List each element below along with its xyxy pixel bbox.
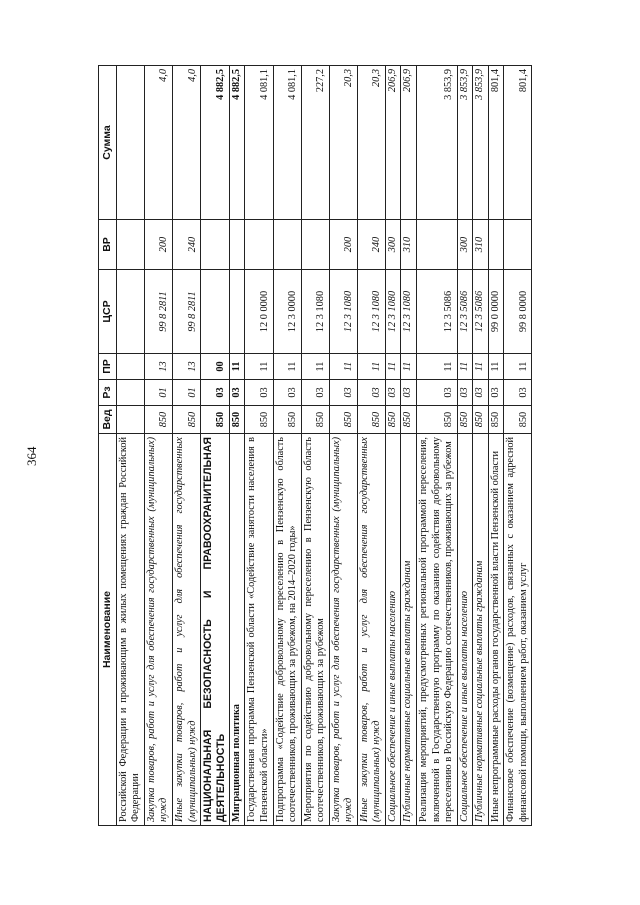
table-cell-ved: 850 [329, 406, 357, 434]
table-cell-pr [116, 354, 144, 380]
table-cell-sum: 4 081,1 [245, 66, 273, 220]
table-cell-ved: 850 [473, 406, 489, 434]
table-cell-csr: 12 3 5086 [417, 270, 458, 354]
table-cell-csr: 12 3 5086 [473, 270, 489, 354]
table-cell-ved: 850 [245, 406, 273, 434]
table-cell-rz: 01 [144, 380, 172, 406]
table-cell-rz: 03 [504, 380, 532, 406]
table-row [385, 66, 401, 826]
table-cell-ved: 850 [172, 406, 200, 434]
table-cell-name: Российской Федерации и проживающим в жилых помещениях граждан Российской Федерации [116, 434, 144, 826]
table-cell-rz: 03 [417, 380, 458, 406]
table-cell-ved: 850 [417, 406, 458, 434]
table-cell-rz: 03 [488, 380, 504, 406]
table-cell-name: Социальное обеспечение и иные выплаты населению [457, 434, 473, 826]
table-cell-pr: 11 [357, 354, 385, 380]
table-cell-csr [201, 270, 230, 354]
table-cell-sum: 20,3 [329, 66, 357, 220]
table-cell-ved: 850 [357, 406, 385, 434]
table-cell-vr: 200 [329, 220, 357, 270]
table-cell-sum: 4 882,5 [201, 66, 230, 220]
table-cell-csr: 12 0 0000 [245, 270, 273, 354]
table-cell-csr: 12 3 1080 [301, 270, 329, 354]
table-row [144, 66, 172, 826]
table-cell-vr: 240 [172, 220, 200, 270]
table-cell-ved: 850 [457, 406, 473, 434]
table-cell-vr: 300 [385, 220, 401, 270]
table-row [473, 66, 489, 826]
table-cell-rz [116, 380, 144, 406]
table-cell-sum: 4,0 [144, 66, 172, 220]
header-pr: ПР [99, 354, 117, 380]
table-cell-name: Иные непрограммные расходы органов государственной власти Пензенской области [488, 434, 504, 826]
table-cell-vr [245, 220, 273, 270]
table-cell-name: Подпрограмма «Содействие добровольному переселению в Пензенскую область соотечественников, проживающих за рубежом, на 2014–2020 годы» [273, 434, 301, 826]
table-cell-csr: 12 3 0000 [273, 270, 301, 354]
table-cell-ved: 850 [273, 406, 301, 434]
table-cell-ved: 850 [385, 406, 401, 434]
table-cell-name: Государственная программа Пензенской области «Содействие занятости населения в Пензенской области» [245, 434, 273, 826]
table-cell-vr: 300 [457, 220, 473, 270]
table-cell-rz: 03 [457, 380, 473, 406]
table-cell-ved: 850 [401, 406, 417, 434]
table-cell-sum: 206,9 [401, 66, 417, 220]
table-cell-rz: 03 [301, 380, 329, 406]
table-row [488, 66, 504, 826]
table-row [116, 66, 144, 826]
table-cell-ved: 850 [144, 406, 172, 434]
table-cell-csr: 12 3 1080 [385, 270, 401, 354]
table-cell-sum [116, 66, 144, 220]
table-cell-name: Миграционная политика [229, 434, 245, 826]
table-cell-pr: 11 [473, 354, 489, 380]
table-cell-csr: 12 3 1080 [329, 270, 357, 354]
table-cell-csr: 99 0 0000 [488, 270, 504, 354]
table-cell-pr: 11 [504, 354, 532, 380]
table-cell-name: Социальное обеспечение и иные выплаты населению [385, 434, 401, 826]
table-cell-csr [116, 270, 144, 354]
table-cell-sum: 3 853,9 [473, 66, 489, 220]
table-cell-sum: 4,0 [172, 66, 200, 220]
table-cell-ved [116, 406, 144, 434]
table-cell-csr: 12 3 1080 [357, 270, 385, 354]
table-cell-rz: 03 [401, 380, 417, 406]
table-cell-pr: 11 [229, 354, 245, 380]
table-cell-csr: 99 8 0000 [504, 270, 532, 354]
table-cell-csr [229, 270, 245, 354]
table-cell-sum: 4 081,1 [273, 66, 301, 220]
table-cell-sum: 4 882,5 [229, 66, 245, 220]
table-cell-vr: 310 [401, 220, 417, 270]
header-name: Наименование [99, 434, 117, 826]
table-cell-csr: 99 8 2811 [172, 270, 200, 354]
table-row [504, 66, 532, 826]
table-cell-name: Реализация мероприятий, предусмотренных региональной программой переселения, включенной в Государственную программу по оказанию содействия добровольному переселению в Российскую Федерацию соотечественников, проживающих за рубежом [417, 434, 458, 826]
header-ved: Вед [99, 406, 117, 434]
table-cell-name: Закупка товаров, работ и услуг для обеспечения государственных (муниципальных) нужд [144, 434, 172, 826]
table-cell-sum: 801,4 [488, 66, 504, 220]
table-cell-rz: 03 [201, 380, 230, 406]
table-cell-pr: 11 [273, 354, 301, 380]
table-cell-name: Иные закупки товаров, работ и услуг для обеспечения государственных (муниципальных) нужд [357, 434, 385, 826]
table-header-row [99, 66, 117, 826]
table-cell-pr: 11 [385, 354, 401, 380]
table-cell-rz: 03 [229, 380, 245, 406]
table-cell-vr [504, 220, 532, 270]
table-row [329, 66, 357, 826]
table-cell-csr: 99 8 2811 [144, 270, 172, 354]
header-vr: ВР [99, 220, 117, 270]
table-cell-name: Закупка товаров, работ и услуг для обеспечения государственных (муниципальных) нужд [329, 434, 357, 826]
table-row [417, 66, 458, 826]
table-cell-pr: 11 [488, 354, 504, 380]
table-cell-pr: 11 [457, 354, 473, 380]
table-cell-vr [273, 220, 301, 270]
table-cell-pr: 11 [245, 354, 273, 380]
table-row [401, 66, 417, 826]
table-cell-rz: 03 [385, 380, 401, 406]
table-cell-ved: 850 [504, 406, 532, 434]
table-cell-rz: 03 [329, 380, 357, 406]
table-cell-vr [116, 220, 144, 270]
table-row [301, 66, 329, 826]
table-cell-vr [417, 220, 458, 270]
rotated-table-wrapper [98, 66, 534, 826]
table-cell-ved: 850 [229, 406, 245, 434]
table-cell-pr: 11 [301, 354, 329, 380]
table-cell-sum: 3 853,9 [457, 66, 473, 220]
table-cell-name: Финансовое обеспечение (возмещение) расходов, связанных с оказанием адресной финансовой помощи, выполнением работ, оказанием услуг [504, 434, 532, 826]
table-row [457, 66, 473, 826]
header-rz: Рз [99, 380, 117, 406]
table-cell-ved: 850 [488, 406, 504, 434]
table-cell-csr: 12 3 1080 [401, 270, 417, 354]
header-sum: Сумма [99, 66, 117, 220]
table-cell-vr [301, 220, 329, 270]
table-cell-vr: 310 [473, 220, 489, 270]
table-cell-name: Публичные нормативные социальные выплаты гражданам [401, 434, 417, 826]
table-cell-sum: 206,9 [385, 66, 401, 220]
table-cell-sum: 3 853,9 [417, 66, 458, 220]
header-csr: ЦСР [99, 270, 117, 354]
table-cell-pr: 13 [144, 354, 172, 380]
budget-table [98, 65, 532, 826]
page-number: 364 [24, 446, 39, 466]
table-cell-ved: 850 [301, 406, 329, 434]
table-cell-pr: 11 [401, 354, 417, 380]
table-cell-ved: 850 [201, 406, 230, 434]
table-cell-pr: 13 [172, 354, 200, 380]
table-row [245, 66, 273, 826]
table-cell-sum: 801,4 [504, 66, 532, 220]
table-cell-rz: 01 [172, 380, 200, 406]
table-cell-name: Публичные нормативные социальные выплаты гражданам [473, 434, 489, 826]
table-cell-vr: 200 [144, 220, 172, 270]
table-cell-sum: 20,3 [357, 66, 385, 220]
table-cell-pr: 11 [417, 354, 458, 380]
table-cell-rz: 03 [473, 380, 489, 406]
table-cell-pr: 11 [329, 354, 357, 380]
table-row [201, 66, 230, 826]
table-cell-csr: 12 3 5086 [457, 270, 473, 354]
table-cell-name: НАЦИОНАЛЬНАЯ БЕЗОПАСНОСТЬ И ПРАВООХРАНИТЕЛЬНАЯ ДЕЯТЕЛЬНОСТЬ [201, 434, 230, 826]
table-cell-name: Мероприятия по содействию добровольному переселению в Пензенскую область соотечественников, проживающих за рубежом [301, 434, 329, 826]
table-cell-rz: 03 [273, 380, 301, 406]
table-cell-vr [229, 220, 245, 270]
table-cell-vr: 240 [357, 220, 385, 270]
table-cell-vr [488, 220, 504, 270]
table-cell-vr [201, 220, 230, 270]
table-row [273, 66, 301, 826]
table-cell-sum: 227,2 [301, 66, 329, 220]
table-row [357, 66, 385, 826]
table-row [172, 66, 200, 826]
table-row [229, 66, 245, 826]
table-cell-name: Иные закупки товаров, работ и услуг для обеспечения государственных (муниципальных) нужд [172, 434, 200, 826]
table-cell-rz: 03 [357, 380, 385, 406]
table-cell-rz: 03 [245, 380, 273, 406]
table-cell-pr: 00 [201, 354, 230, 380]
